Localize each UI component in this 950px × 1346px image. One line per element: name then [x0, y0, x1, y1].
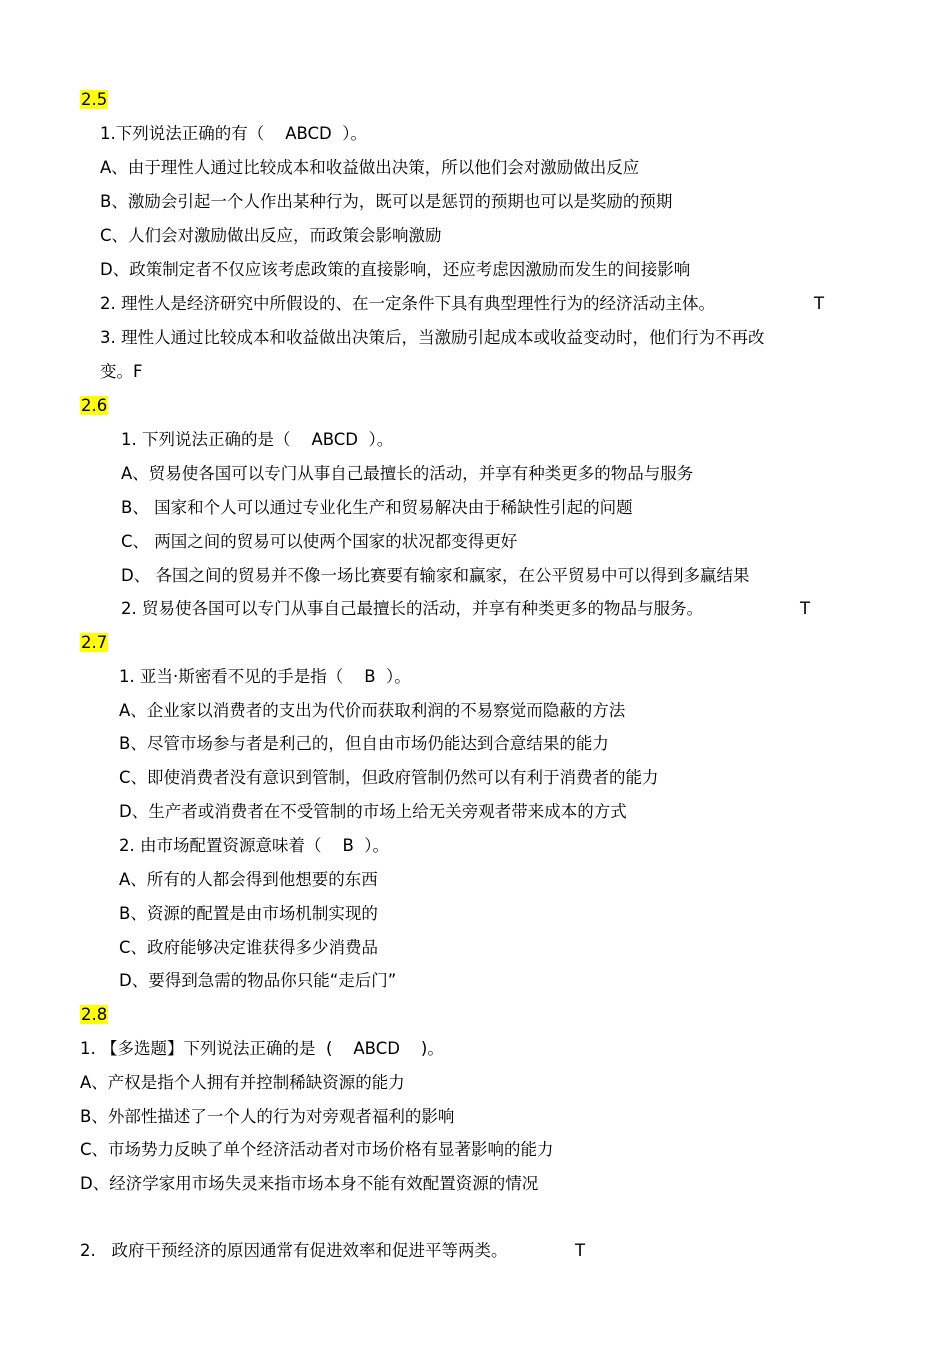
option-2-8-1-d: D、经济学家用市场失灵来指市场本身不能有效配置资源的情况: [80, 1174, 539, 1193]
option-2-5-1-b: B、激励会引起一个人作出某种行为，既可以是惩罚的预期也可以是奖励的预期: [100, 192, 673, 211]
option-2-7-2-b: B、资源的配置是由市场机制实现的: [119, 904, 378, 923]
question-2-6-1: 1. 下列说法正确的是（ ABCD ）。: [121, 430, 394, 449]
question-2-5-3-line2: 变。F: [100, 362, 143, 381]
option-2-8-1-c: C、市场势力反映了单个经济活动者对市场价格有显著影响的能力: [80, 1140, 554, 1159]
question-2-8-2: 2. 政府干预经济的原因通常有促进效率和促进平等两类。: [80, 1241, 508, 1260]
answer-2-6-2: T: [800, 599, 811, 618]
question-2-8-1: 1. 【多选题】下列说法正确的是 ( ABCD )。: [80, 1039, 444, 1058]
option-2-7-1-c: C、即使消费者没有意识到管制，但政府管制仍然可以有利于消费者的能力: [119, 768, 659, 787]
section-heading-2-8: 2.8: [81, 1005, 108, 1024]
option-2-6-1-d: D、 各国之间的贸易并不像一场比赛要有输家和赢家，在公平贸易中可以得到多赢结果: [121, 566, 750, 585]
option-2-8-1-b: B、外部性描述了一个人的行为对旁观者福利的影响: [80, 1107, 455, 1126]
question-2-5-2: 2. 理性人是经济研究中所假设的、在一定条件下具有典型理性行为的经济活动主体。: [100, 294, 715, 313]
question-2-5-3-line1: 3. 理性人通过比较成本和收益做出决策后，当激励引起成本或收益变动时，他们行为不再改: [100, 328, 765, 347]
question-2-7-1: 1. 亚当·斯密看不见的手是指（ B ）。: [119, 667, 411, 686]
option-2-7-1-a: A、企业家以消费者的支出为代价而获取利润的不易察觉而隐蔽的方法: [119, 701, 626, 720]
question-2-5-1: 1.下列说法正确的有（ ABCD ）。: [100, 124, 368, 143]
option-2-5-1-a: A、由于理性人通过比较成本和收益做出决策，所以他们会对激励做出反应: [100, 158, 640, 177]
question-2-7-2: 2. 由市场配置资源意味着（ B ）。: [119, 836, 390, 855]
option-2-7-2-c: C、政府能够决定谁获得多少消费品: [119, 938, 379, 957]
answer-2-5-2: T: [814, 294, 825, 313]
option-2-5-1-d: D、政策制定者不仅应该考虑政策的直接影响，还应考虑因激励而发生的间接影响: [100, 260, 691, 279]
answer-2-8-2: T: [575, 1241, 586, 1260]
option-2-7-2-d: D、要得到急需的物品你只能“走后门”: [119, 971, 397, 990]
section-heading-2-5: 2.5: [81, 90, 108, 109]
option-2-6-1-a: A、贸易使各国可以专门从事自己最擅长的活动，并享有种类更多的物品与服务: [121, 464, 694, 483]
option-2-5-1-c: C、人们会对激励做出反应，而政策会影响激励: [100, 226, 442, 245]
section-heading-2-7: 2.7: [81, 633, 108, 652]
option-2-6-1-b: B、 国家和个人可以通过专业化生产和贸易解决由于稀缺性引起的问题: [121, 498, 633, 517]
section-heading-2-6: 2.6: [81, 396, 108, 415]
question-2-6-2: 2. 贸易使各国可以专门从事自己最擅长的活动，并享有种类更多的物品与服务。: [121, 599, 703, 618]
option-2-7-1-b: B、尽管市场参与者是利己的，但自由市场仍能达到合意结果的能力: [119, 734, 609, 753]
option-2-6-1-c: C、 两国之间的贸易可以使两个国家的状况都变得更好: [121, 532, 518, 551]
option-2-7-2-a: A、所有的人都会得到他想要的东西: [119, 870, 378, 889]
option-2-8-1-a: A、产权是指个人拥有并控制稀缺资源的能力: [80, 1073, 405, 1092]
option-2-7-1-d: D、生产者或消费者在不受管制的市场上给无关旁观者带来成本的方式: [119, 802, 627, 821]
